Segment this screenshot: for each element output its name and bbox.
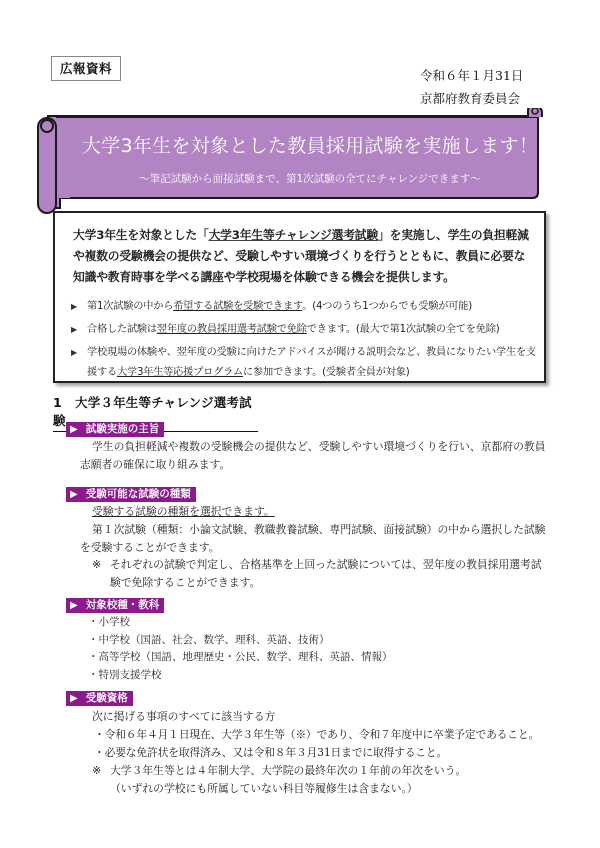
summary-bullet xyxy=(69,297,539,317)
purpose-paragraph: 学生の負担軽減や複数の受験機会の提供など、受験しやすい環境づくりを行い、京都府の教員志願者の確保に取り組みます。 xyxy=(80,440,546,471)
summary-box xyxy=(53,211,546,383)
bullet-text: 学校現場の体験や、翌年度の受験に向けたアドバイスが聞ける説明会など、教員になりたい学生を支援する xyxy=(87,347,536,378)
triangle-icon: ▶ xyxy=(70,424,78,435)
eligibility-note xyxy=(92,762,552,797)
note-mark: ※ xyxy=(92,764,102,777)
bullet-emphasis: 希望する試験を受験できます xyxy=(173,301,303,312)
bullet-emphasis: 大学3年生等応援プログラム xyxy=(116,367,243,378)
triangle-bullet-icon: ▶ xyxy=(71,348,77,357)
bullet-text: 第1次試験の中から xyxy=(87,301,174,312)
triangle-icon: ▶ xyxy=(70,600,78,611)
lead-text: 」を実施し、学生の負担軽減や複数の受験機会の提供など、受験しやすい環境づくりを行うとともに、教員に必要な知識や教育時事を学べる講座や学校現場を体験できる機会を提供します。 xyxy=(73,228,529,284)
list-item: ・高等学校（国語、地理歴史・公民、数学、理科、英語、情報） xyxy=(88,651,393,663)
bullet-text: 。(4つのうち1つからでも受験が可能) xyxy=(302,301,473,312)
summary-lead xyxy=(73,225,533,288)
press-release-label: 広報資料 xyxy=(51,56,121,81)
tag-label: 受験可能な試験の種類 xyxy=(85,488,191,500)
note-text-secondary: （いずれの学校にも所属していない科目等履修生は含まない。） xyxy=(110,781,418,795)
section-number: 1 xyxy=(53,395,62,410)
school-types-list xyxy=(88,614,393,684)
note-mark: ※ xyxy=(92,558,102,571)
subsection-tag-exam-types xyxy=(66,487,196,502)
list-item: ・中学校（国語、社会、数学、理科、英語、技術） xyxy=(88,633,330,646)
subsection-tag-purpose xyxy=(66,422,164,437)
exam-types-underlined: 受験する試験の種類を選択できます。 xyxy=(92,505,275,518)
issuer-block xyxy=(420,64,523,110)
triangle-icon: ▶ xyxy=(70,693,78,704)
bullet-emphasis: 翌年度の教員採用選考試験で免除 xyxy=(156,324,307,335)
scroll-banner-shape xyxy=(30,108,575,218)
bullet-text: できます。(最大で第1次試験の全てを免除) xyxy=(306,324,500,335)
subsection-tag-eligibility xyxy=(66,691,133,706)
lead-text: 大学3年生を対象とした「 xyxy=(73,228,209,242)
triangle-icon: ▶ xyxy=(70,489,78,500)
eligibility-list xyxy=(94,726,564,761)
issue-date: 令和６年１月31日 xyxy=(420,68,524,83)
banner-subtitle: ～筆記試験から面接試験まで、第1次試験の全てにチャレンジできます～ xyxy=(139,173,481,185)
tag-label: 試験実施の主旨 xyxy=(85,423,160,435)
banner-title: 大学3年生を対象とした教員採用試験を実施します！ xyxy=(81,135,539,157)
summary-bullet xyxy=(69,320,539,340)
note-text: それぞれの試験で判定し、合格基準を上回った試験については、翌年度の教員採用選考試験で免除することができます。 xyxy=(110,558,542,589)
list-item: ・必要な免許状を取得済み、又は令和８年３月31日までに取得すること。 xyxy=(94,745,448,759)
list-item: ・小学校 xyxy=(88,616,130,628)
exam-types-lead xyxy=(92,503,275,521)
subsection-tag-school-types xyxy=(66,598,164,613)
list-item: ・令和６年４月１日現在、大学３年生等（※）であり、令和７年度中に卒業予定であること。 xyxy=(94,728,540,741)
exam-types-paragraph: 第１次試験（種類：小論文試験、教職教養試験、専門試験、面接試験）の中から選択した試験を受験することができます。 xyxy=(80,523,546,554)
note-text: 大学３年生等とは４年制大学、大学院の最終年次の１年前の年次をいう。 xyxy=(110,764,467,777)
exam-name-emphasis: 大学3年生等チャレンジ選考試験 xyxy=(208,228,378,242)
tag-label: 受験資格 xyxy=(85,692,128,704)
bullet-text: に参加できます。(受験者全員が対象) xyxy=(243,367,410,378)
triangle-bullet-icon: ▶ xyxy=(71,302,77,311)
triangle-bullet-icon: ▶ xyxy=(71,325,77,334)
bullet-text: 合格した試験は xyxy=(87,324,157,335)
section-title: 大学３年生等チャレンジ選考試験 xyxy=(53,395,252,428)
exam-types-note xyxy=(92,556,552,591)
eligibility-intro: 次に掲げる事項のすべてに該当する方 xyxy=(92,710,276,723)
summary-bullets xyxy=(69,297,539,386)
list-item: ・特別支援学校 xyxy=(88,668,162,681)
issuer-name: 京都府教育委員会 xyxy=(420,91,521,106)
tag-label: 対象校種・教科 xyxy=(85,599,160,611)
summary-bullet xyxy=(69,343,539,383)
